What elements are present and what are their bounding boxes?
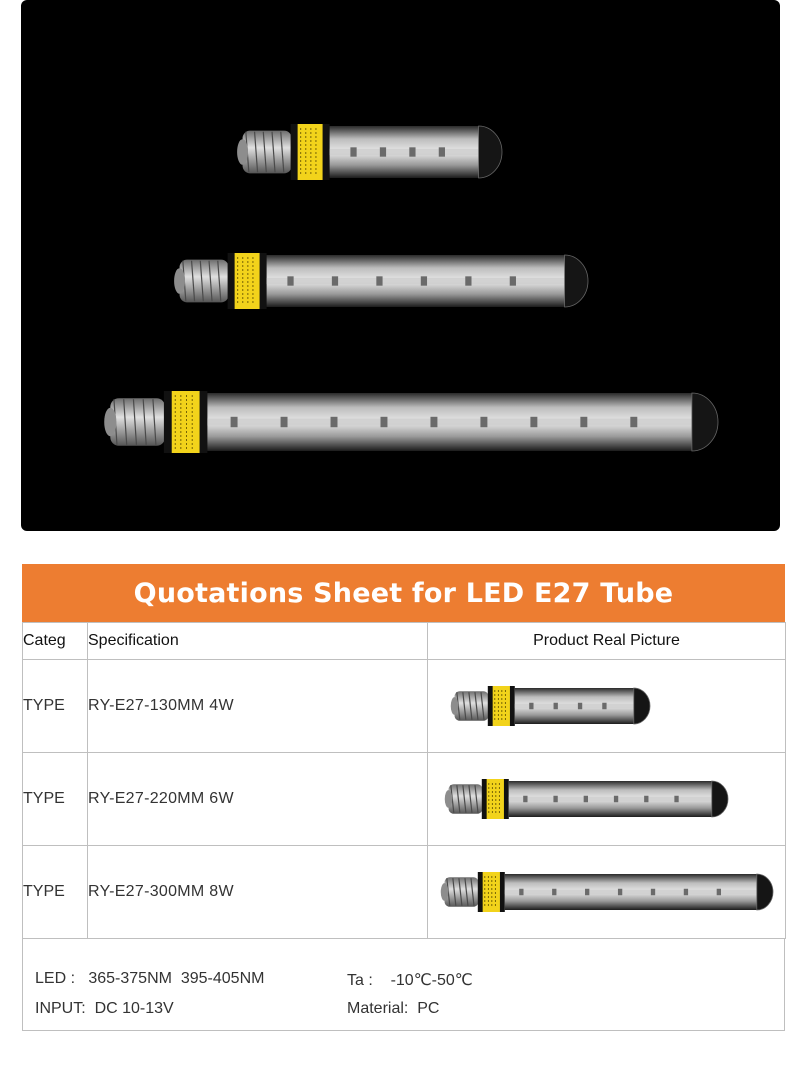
table-row [23,846,786,939]
hero-product-photo [21,0,780,531]
spec-notes [22,938,785,1031]
tube-thumbnail [441,872,773,912]
table-row [23,753,786,846]
note-input: INPUT: DC 10-13V [35,1000,174,1017]
table-row [23,660,786,753]
quotation-table [22,622,786,939]
hero-tube-130mm [237,124,502,180]
note-ta: Ta : -10℃-50℃ [347,972,473,989]
tube-130mm-image [428,660,786,752]
hero-tube-300mm [104,391,718,453]
row-spec: RY-E27-300MM 8W [88,846,428,939]
tube-thumbnail [445,779,728,819]
tube-220mm-image [428,753,786,845]
sheet-title: Quotations Sheet for LED E27 Tube [22,564,785,622]
header-row [23,623,786,660]
row-type: TYPE [23,846,88,939]
row-picture [428,753,786,846]
note-led: LED : 365-375NM 395-405NM [35,970,265,987]
row-spec: RY-E27-220MM 6W [88,753,428,846]
row-picture [428,846,786,939]
row-type: TYPE [23,660,88,753]
row-type: TYPE [23,753,88,846]
tube-thumbnail [451,686,650,726]
header-category: Categ [23,623,88,660]
tube-lamps-illustration [21,0,780,531]
hero-tube-220mm [174,253,588,309]
tube-300mm-image [428,846,786,938]
row-spec: RY-E27-130MM 4W [88,660,428,753]
note-material: Material: PC [347,1000,440,1017]
header-specification: Specification [88,623,428,660]
row-picture [428,660,786,753]
header-picture: Product Real Picture [428,623,786,660]
quotation-sheet [22,564,785,1034]
